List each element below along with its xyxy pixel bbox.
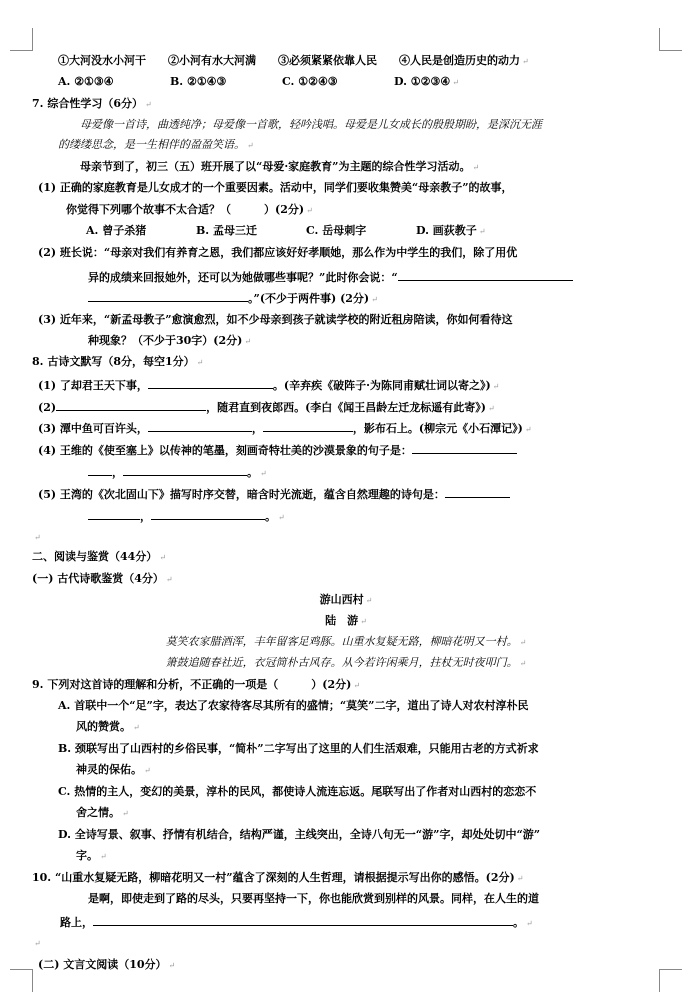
section2-part1-title: (一) 古代诗歌鉴赏（4分） ↵ [32,572,173,585]
q7-s2-line1: (2) 班长说：“母亲对我们有养育之恩，我们都应该好好孝顺她，那么作为中学生的我们，除了用优 [38,246,518,259]
answer-blank[interactable] [151,508,265,520]
q8-s2: (2) ，随君直到夜郎西。(李白《闻王昌龄左迁龙标遥有此寄》) ↵ [38,401,495,414]
q9-d-line1: D. 全诗写景、叙事、抒情有机结合，结构严谨，主线突出，全诗八句无一“游”字，却处处切中“游” [58,828,541,841]
q9-d-line2: 字。 ↵ [76,849,107,862]
q9-a-line2: 风的赞赏。 ↵ [76,720,140,733]
q6-choices: A. ②①③④ B. ②①④③ C. ①②④③ D. ①②③④ ↵ [58,75,459,88]
q7-s1-options: A. 曾子杀猪 B. 孟母三迁 C. 岳母刺字 D. 画荻教子 ↵ [86,224,486,237]
section2-title: 二、阅读与鉴赏（44分） ↵ [32,550,167,563]
answer-blank[interactable] [263,420,353,432]
q7-title: 7. 综合性学习（6分） ↵ [32,97,152,110]
answer-blank[interactable] [445,486,510,498]
answer-blank[interactable] [123,464,247,476]
crop-mark-top-right [659,28,682,51]
q7-s1-line1: (1) 正确的家庭教育是儿女成才的一个重要因素。活动中，同学们要收集赞美“母亲教子”的故事， [38,181,513,194]
q6-statements: ①大河没水小河干 ②小河有水大河满 ③必须紧紧依靠人民 ④人民是创造历史的动力 ↵ [58,54,529,67]
q8-s3: (3) 潭中鱼可百许头， ， ，影布石上。(柳宗元《小石潭记》) ↵ [38,422,532,435]
q9-b-line2: 神灵的保佑。 ↵ [76,763,151,776]
q10-title: 10. “山重水复疑无路，柳暗花明又一村”蕴含了深刻的人生哲理，请根据提示写出你的感悟。(2分) ↵ [32,871,524,884]
q10-line2: 路上， 。 ↵ [60,916,533,929]
poem-author: 陆 游 ↵ [325,614,367,627]
answer-blank[interactable] [56,399,206,411]
q8-s4-line2: ， 。 ↵ [88,464,267,481]
q8-s1: (1) 了却君王天下事， 。(辛弃疾《破阵子·为陈同甫赋壮词以寄之》) ↵ [38,379,500,392]
crop-mark-bottom-right [659,969,682,992]
answer-blank[interactable] [148,377,273,389]
answer-blank[interactable] [88,464,112,476]
empty-paragraph: ↵ [34,939,41,948]
q7-intro-line1: 母爱像一首诗，曲透纯净；母爱像一首歌，轻吟浅唱。母爱是儿女成长的殷殷期盼，是深沉无涯 [80,118,542,131]
answer-blank[interactable] [398,269,573,281]
q7-s3-line2: 种现象？（不少于30字）(2分) ↵ [88,334,252,347]
q8-s5-line1: (5) 王湾的《次北固山下》描写时序交替，暗含时光流逝，蕴含自然理趣的诗句是： [38,486,510,502]
crop-mark-bottom-left [10,969,33,992]
answer-blank[interactable] [88,290,248,302]
poem-line1: 莫笑农家腊酒浑，丰年留客足鸡豚。山重水复疑无路，柳暗花明又一村。 ↵ [165,635,527,648]
q8-title: 8. 古诗文默写（8分，每空1分） ↵ [32,355,204,368]
q7-intro-line3: 母亲节到了，初三（五）班开展了以“母爱·家庭教育”为主题的综合性学习活动。 ↵ [80,160,480,173]
empty-paragraph: ↵ [34,533,41,542]
answer-blank[interactable] [148,420,252,432]
q8-s5-line2: ， 。 ↵ [88,508,285,525]
section2-part2-title: (二) 文言文阅读（10分） ↵ [38,958,176,971]
q9-title: 9. 下列对这首诗的理解和分析，不正确的一项是（ ）(2分) ↵ [32,678,361,691]
q7-s3-line1: (3) 近年来，“新孟母教子”愈演愈烈，如不少母亲到孩子就读学校的附近租房陪读，你如何看待这 [38,313,513,326]
q7-intro-line2: 的缕缕思念，是一生相伴的盈盈笑语。 ↵ [58,138,254,151]
q7-s2-line2: 异的成绩来回报她外，还可以为她做哪些事呢？”此时你会说：“ [88,269,573,285]
answer-blank[interactable] [88,508,140,520]
q7-s2-line3: 。”(不少于两件事) (2分) ↵ [88,290,378,307]
poem-title: 游山西村 ↵ [319,593,373,606]
q8-s4-line1: (4) 王维的《使至塞上》以传神的笔墨，刻画奇特壮美的沙漠景象的句子是： [38,442,517,458]
q9-a-line1: A. 首联中一个“足”字，表达了农家待客尽其所有的盛情；“莫笑”二字，道出了诗人对农村淳朴民 [58,699,529,712]
q7-s1-line2: 你觉得下列哪个故事不太合适？（ ）(2分) ↵ [66,203,313,216]
answer-blank[interactable] [412,442,517,454]
answer-blank[interactable] [93,914,513,926]
q9-b-line1: B. 颈联写出了山西村的乡俗民事，“简朴”二字写出了这里的人们生活艰难，只能用古老的方式祈求 [58,742,539,755]
crop-mark-top-left [10,28,33,51]
q9-c-line1: C. 热情的主人，变幻的美景，淳朴的民风，都使诗人流连忘返。尾联写出了作者对山西村的恋恋不 [58,785,537,798]
poem-line2: 箫鼓追随春社近，衣冠简朴古风存。从今若许闲乘月，拄杖无时夜叩门。 ↵ [165,656,527,669]
q10-line1: 是啊，即使走到了路的尽头，只要再坚持一下，你也能欣赏到别样的风景。同样，在人生的道 [88,892,539,905]
q9-c-line2: 舍之情。 ↵ [76,806,129,819]
